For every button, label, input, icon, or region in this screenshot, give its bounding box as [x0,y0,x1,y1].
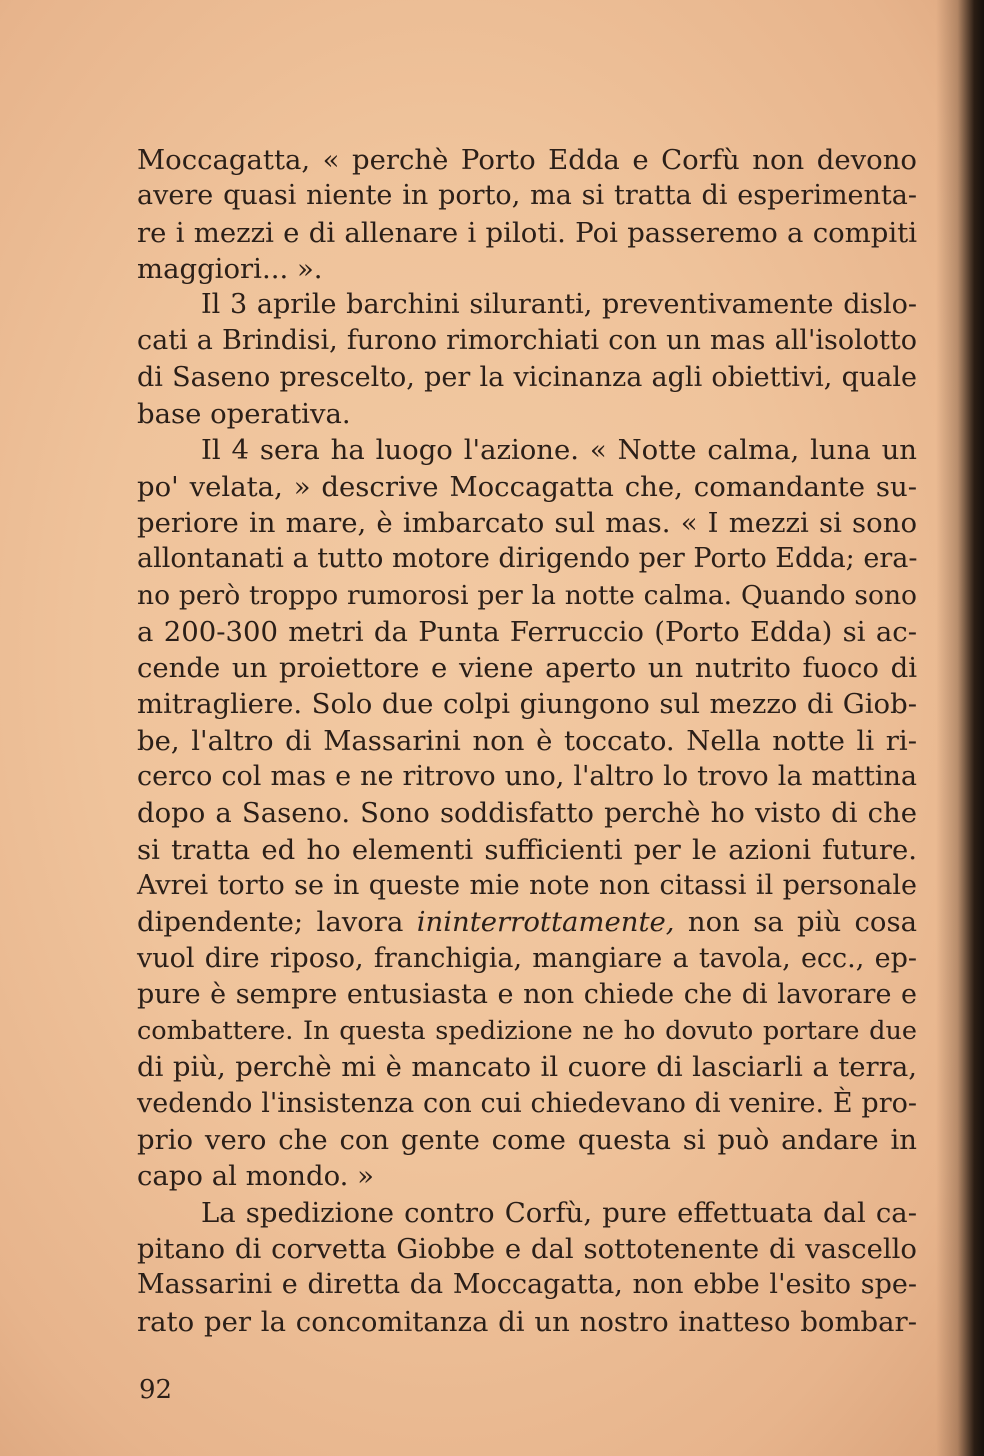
text-line: cati a Brindisi, furono rimorchiati con un mas all'isolotto [137,325,917,357]
text-line: allontanati a tutto motore dirigendo per Porto Edda; era- [137,543,918,575]
text-line: base operativa. [137,398,351,431]
text-line: prio vero che con gente come questa si può andare in [137,1124,917,1157]
text-line: rato per la concomitanza di un nostro inatteso bombar- [137,1305,917,1338]
text-line: periore in mare, è imbarcato sul mas. « I mezzi si sono [137,506,917,539]
body-text [137,142,917,1340]
text-line: Moccagatta, « perchè Porto Edda e Corfù non devono [137,144,917,176]
text-line: avere quasi niente in porto, ma si tratta di esperimenta- [137,180,917,212]
text-line: maggiori... ». [137,252,323,285]
book-spine-shadow [936,0,984,1456]
text-line: dopo a Saseno. Sono soddisfatto perchè ho visto di che [137,797,917,830]
text-line: Avrei torto se in queste mie note non citassi il personale [137,869,917,901]
text-line: di Saseno prescelto, per la vicinanza agli obiettivi, quale [137,361,917,393]
text-line: La spedizione contro Corfù, pure effettuata dal ca- [201,1196,917,1229]
text-line: po' velata, » descrive Moccagatta che, comandante su- [137,470,917,503]
text-line: Il 3 aprile barchini siluranti, preventivamente dislo- [201,289,917,321]
text-segment: dipendente; lavora [137,906,417,939]
text-line: pure è sempre entusiasta e non chiede che di lavorare e [137,978,917,1010]
text-line: vedendo l'insistenza con cui chiedevano di venire. È pro- [137,1087,917,1119]
text-line: si tratta ed ho elementi sufficienti per le azioni future. [137,833,917,866]
text-line: a 200-300 metri da Punta Ferruccio (Porto Edda) si ac- [137,615,917,648]
text-segment: non sa più cosa [674,906,917,939]
text-line: be, l'altro di Massarini non è toccato. Nella notte li ri- [137,724,917,757]
text-line: combattere. In questa spedizione ne ho dovuto portare due [137,1016,917,1047]
text-line: Il 4 sera ha luogo l'azione. « Notte calma, luna un [201,434,917,467]
italic-word: ininterrottamente, [416,906,675,939]
text-line: cerco col mas e ne ritrovo uno, l'altro lo trovo la mattina [137,761,917,793]
text-line: pitano di corvetta Giobbe e dal sottotenente di vascello [137,1232,917,1265]
text-line: Massarini e diretta da Moccagatta, non ebbe l'esito spe- [137,1269,917,1301]
text-line: no però troppo rumorosi per la notte calma. Quando sono [137,579,917,611]
text-line: cende un proiettore e viene aperto un nutrito fuoco di [137,652,917,685]
text-line: mitragliere. Solo due colpi giungono sul mezzo di Giob- [137,688,917,721]
text-line-with-italic [137,904,917,940]
text-line: re i mezzi e di allenare i piloti. Poi passeremo a compiti [137,216,917,249]
text-line: capo al mondo. » [137,1160,374,1193]
text-line: vuol dire riposo, franchigia, mangiare a tavola, ecc., ep- [137,942,917,974]
page-number: 92 [139,1375,173,1405]
text-line: di più, perchè mi è mancato il cuore di lasciarli a terra, [137,1051,917,1084]
